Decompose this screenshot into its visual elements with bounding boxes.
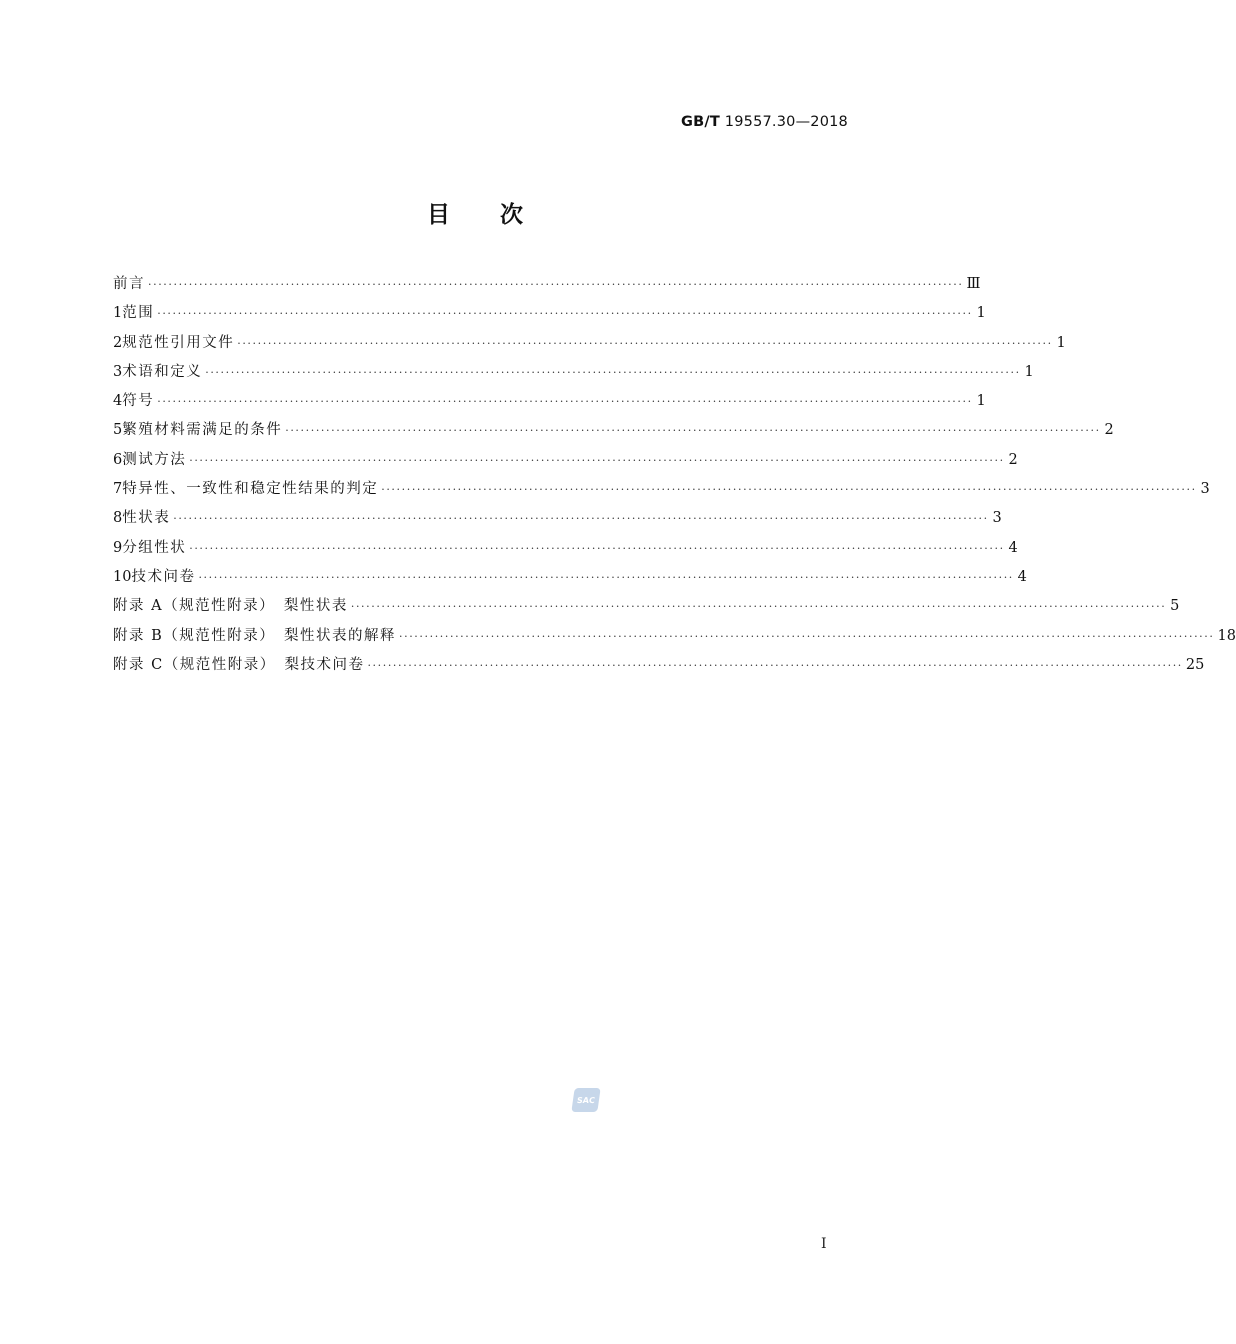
toc-entry-number: 10 — [113, 568, 132, 585]
toc-dot-leader: ································································································································································ — [237, 336, 1053, 350]
toc-entry-page: 3 — [1200, 481, 1210, 498]
toc-entry-page: 4 — [1008, 539, 1018, 556]
toc-entry-page: 1 — [976, 393, 986, 410]
toc-dot-leader: ································································································································································ — [189, 541, 1005, 555]
standard-prefix: GB/T — [681, 114, 720, 130]
toc-entry-number: 5 — [113, 422, 123, 439]
toc-dot-leader: ································································································································································ — [285, 424, 1101, 438]
toc-entry-title: 术语和定义 — [122, 363, 203, 380]
toc-entry[interactable] — [113, 446, 1018, 475]
toc-entry[interactable] — [113, 329, 1066, 358]
toc-entry-title: 特异性、一致性和稳定性结果的判定 — [122, 481, 379, 498]
toc-entry-page: 4 — [1017, 568, 1027, 585]
toc-entry-number: 6 — [113, 451, 123, 468]
toc-dot-leader: ································································································································································ — [173, 512, 989, 526]
toc-dot-leader: ································································································································································ — [157, 307, 973, 321]
toc-title: 目次 — [427, 202, 573, 228]
toc-entry-title: 性状表 — [122, 510, 171, 527]
toc-entry[interactable] — [113, 358, 1034, 387]
toc-entry-page: 1 — [1024, 363, 1034, 380]
toc-entry-title: 范围 — [122, 305, 155, 322]
toc-entry-title: 测试方法 — [122, 451, 187, 468]
toc-entry-page: Ⅲ — [966, 276, 981, 292]
toc-entry[interactable] — [113, 270, 981, 299]
toc-entry-page: 5 — [1170, 598, 1180, 615]
toc-entry-number: 9 — [113, 539, 123, 556]
toc-entry[interactable] — [113, 534, 1018, 563]
toc-entry-title: 分组性状 — [122, 539, 187, 556]
toc-dot-leader: ································································································································································ — [198, 570, 1014, 584]
toc-entry-number: 1 — [113, 305, 123, 322]
toc-dot-leader: ································································································································································ — [367, 658, 1183, 672]
toc-dot-leader: ································································································································································ — [189, 453, 1005, 467]
toc-entry-page: 1 — [1056, 334, 1066, 351]
page-number: I — [821, 1236, 827, 1252]
toc-entry-page: 1 — [976, 305, 986, 322]
toc-entry-title: 规范性引用文件 — [122, 334, 235, 351]
toc-entry-title: 附录 A（规范性附录） 梨性状表 — [113, 598, 348, 615]
toc-dot-leader: ································································································································································ — [399, 629, 1215, 643]
standard-code — [681, 114, 848, 130]
toc-entry[interactable] — [113, 504, 1002, 533]
toc-entry-number: 8 — [113, 510, 123, 527]
toc-entry[interactable] — [113, 592, 1180, 621]
toc-entry-title: 繁殖材料需满足的条件 — [122, 422, 283, 439]
standard-number: 19557.30—2018 — [724, 114, 848, 130]
toc-dot-leader: ································································································································································ — [381, 483, 1197, 497]
toc-entry-page: 2 — [1104, 422, 1114, 439]
toc-entry[interactable] — [113, 622, 1236, 651]
toc-entry[interactable] — [113, 299, 986, 328]
toc-entry-number: 3 — [113, 363, 123, 380]
toc-entry[interactable] — [113, 416, 1114, 445]
toc-entry-title: 符号 — [122, 393, 155, 410]
toc-dot-leader: ································································································································································ — [148, 278, 964, 291]
sac-watermark-logo: SAC — [571, 1088, 600, 1112]
toc-entry[interactable] — [113, 563, 1027, 592]
toc-entry-title: 技术问卷 — [131, 568, 196, 585]
toc-entry-title: 前言 — [113, 276, 145, 292]
toc-dot-leader: ································································································································································ — [350, 600, 1167, 614]
toc-entry[interactable] — [113, 387, 986, 416]
table-of-contents — [113, 270, 1236, 680]
toc-entry-page: 18 — [1217, 627, 1236, 644]
toc-entry-page: 3 — [992, 510, 1002, 527]
toc-entry-title: 附录 B（规范性附录） 梨性状表的解释 — [113, 627, 397, 644]
toc-entry-number: 7 — [113, 481, 123, 498]
toc-entry-title: 附录 C（规范性附录） 梨技术问卷 — [113, 656, 365, 673]
toc-entry[interactable] — [113, 475, 1210, 504]
toc-entry-page: 25 — [1185, 656, 1205, 673]
toc-entry-number: 4 — [113, 393, 123, 410]
toc-dot-leader: ································································································································································ — [157, 395, 973, 409]
toc-dot-leader: ································································································································································ — [205, 365, 1021, 379]
toc-entry[interactable] — [113, 651, 1205, 680]
toc-entry-number: 2 — [113, 334, 123, 351]
toc-entry-page: 2 — [1008, 451, 1018, 468]
